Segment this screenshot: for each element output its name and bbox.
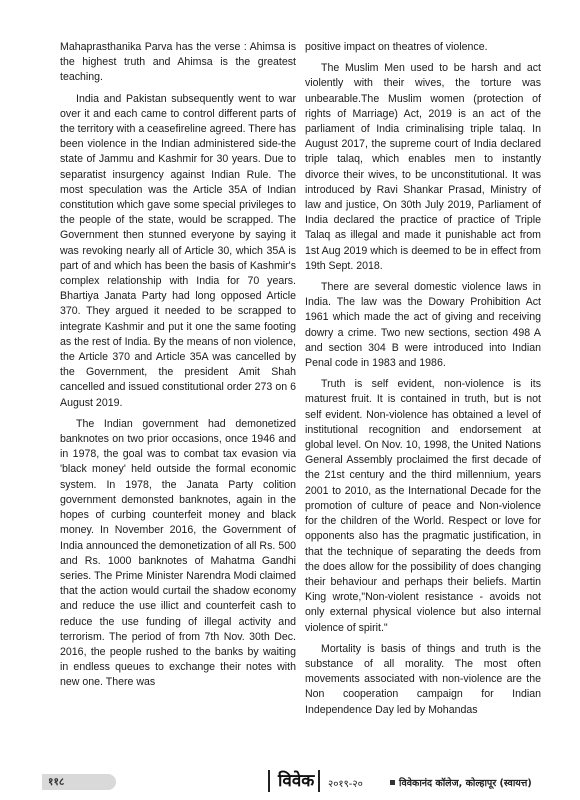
divider xyxy=(268,770,270,792)
paragraph: The Indian government had demonetized banknotes on two prior occasions, once 1946 and in 1978, the goal was to combat tax evasion via 'black money' held outside the formal economic system. In 1978, the Janata Party colition government demonsted banknotes, again in the hopes of curbing counterfeit money and black money. In November 2016, the Government of India announced the demonetization of all Rs. 500 and Rs. 1000 banknotes of Mahatma Gandhi series. The Prime Minister Narendra Modi claimed that the action would curtail the shadow economy and reduce the use illict and counterfeit cash to reduce the use funding of illegal activity and terrorism. The period of from 7th Nov. 30th Dec. 2016, the people rushed to the banks by waiting in endless queues to exchange their notes with new one. There was xyxy=(60,417,296,689)
paragraph: Mahaprasthanika Parva has the verse : Ahimsa is the highest truth and Ahimsa is the greatest teaching. xyxy=(60,41,296,84)
page-number: ११८ xyxy=(48,776,65,788)
college-name: विवेकानंद कॉलेज, कोल्हापूर (स्वायत्त) xyxy=(399,778,532,789)
paragraph: There are several domestic violence laws in India. The law was the Dowary Prohibition Act 1961 which made the act of giving and receiving dowry a crime. Two new sections, section 498 A and section 304 B were introduced into Indian Penal code in 1983 and 1986. xyxy=(305,281,541,370)
bullet-square-icon xyxy=(390,780,395,785)
page-footer xyxy=(0,760,580,800)
issue-year: २०१९-२० xyxy=(328,779,363,790)
paragraph: positive impact on theatres of violence. xyxy=(305,41,488,53)
paragraph: The Muslim Men used to be harsh and act violently with their wives, the torture was unbearable.The Muslim women (protection of rights of Marriage) Act, 2019 is an act of the parliament of India criminalising triple talaq. In August 2017, the supreme court of India declared triple talaq, which enables men to instantly divorce their wives, to be unconstitutional. It was introduced by Ravi Shankar Prasad, Ministry of law and justice, On 30th July 2019, Parliament of India declared the practice of practice of Triple Talaq as illegal and made it punishable act from 1st Aug 2019 which is deemed to be in effect from 19th Sept. 2018. xyxy=(305,62,541,272)
paragraph: India and Pakistan subsequently went to war over it and each came to control different parts of the territory with a ceasefireline agreed. There has been violence in the Indian administered side-the state of Jammu and Kashmir for 30 years. Due to separatist insurgency against Indian Rule. The most speculation was the Article 35A of Indian constitution which gave some special privileges to the people of the state, would be scrapped. The Government then stunned everyone by saying it was revoking nearly all of Article 30, which 35A is part of and which has been the basis of Kashmir's complex relationship with India for 70 years. Bhartiya Janata Party had long opposed Article 370. They argued it needed to be scrapped to integrate Kashmir and put it one the same footing as the rest of India. By the means of non violence, the Article 370 and Article 35A was cancelled by the Government, the president Amit Shah cancelled and issued constitutional order 273 on 6 August 2019. xyxy=(60,92,296,409)
magazine-logo: विवेक xyxy=(278,771,315,791)
left-column xyxy=(60,40,296,697)
right-column xyxy=(305,40,541,724)
paragraph: Truth is self evident, non-violence is its maturest fruit. It is contained in truth, but is not self evident. Non-violence has obtained a level of institutional recognition and endorsement at global level. On Nov. 10, 1998, the United Nations General Assembly proclaimed the first decade of the 21st century and the third millennium, years 2001 to 2010, as the International Decade for the promotion of culture of peace and Non-violence for the children of the World. Respect or love for opponents also has the pragmatic justification, in that the technique of separating the deeds from the does allow for the possibility of does changing their behaviour and perhaps their beliefs. Martin King wrote,"Non-violent resistance - avoids not only external physical violence but also internal violence of spirit." xyxy=(305,378,541,634)
paragraph: Mortality is basis of things and truth is the substance of all morality. The most often movements associated with non-violence are the Non cooperation campaign for Indian Independence Day led by Mohandas xyxy=(305,642,541,716)
divider xyxy=(318,770,320,792)
